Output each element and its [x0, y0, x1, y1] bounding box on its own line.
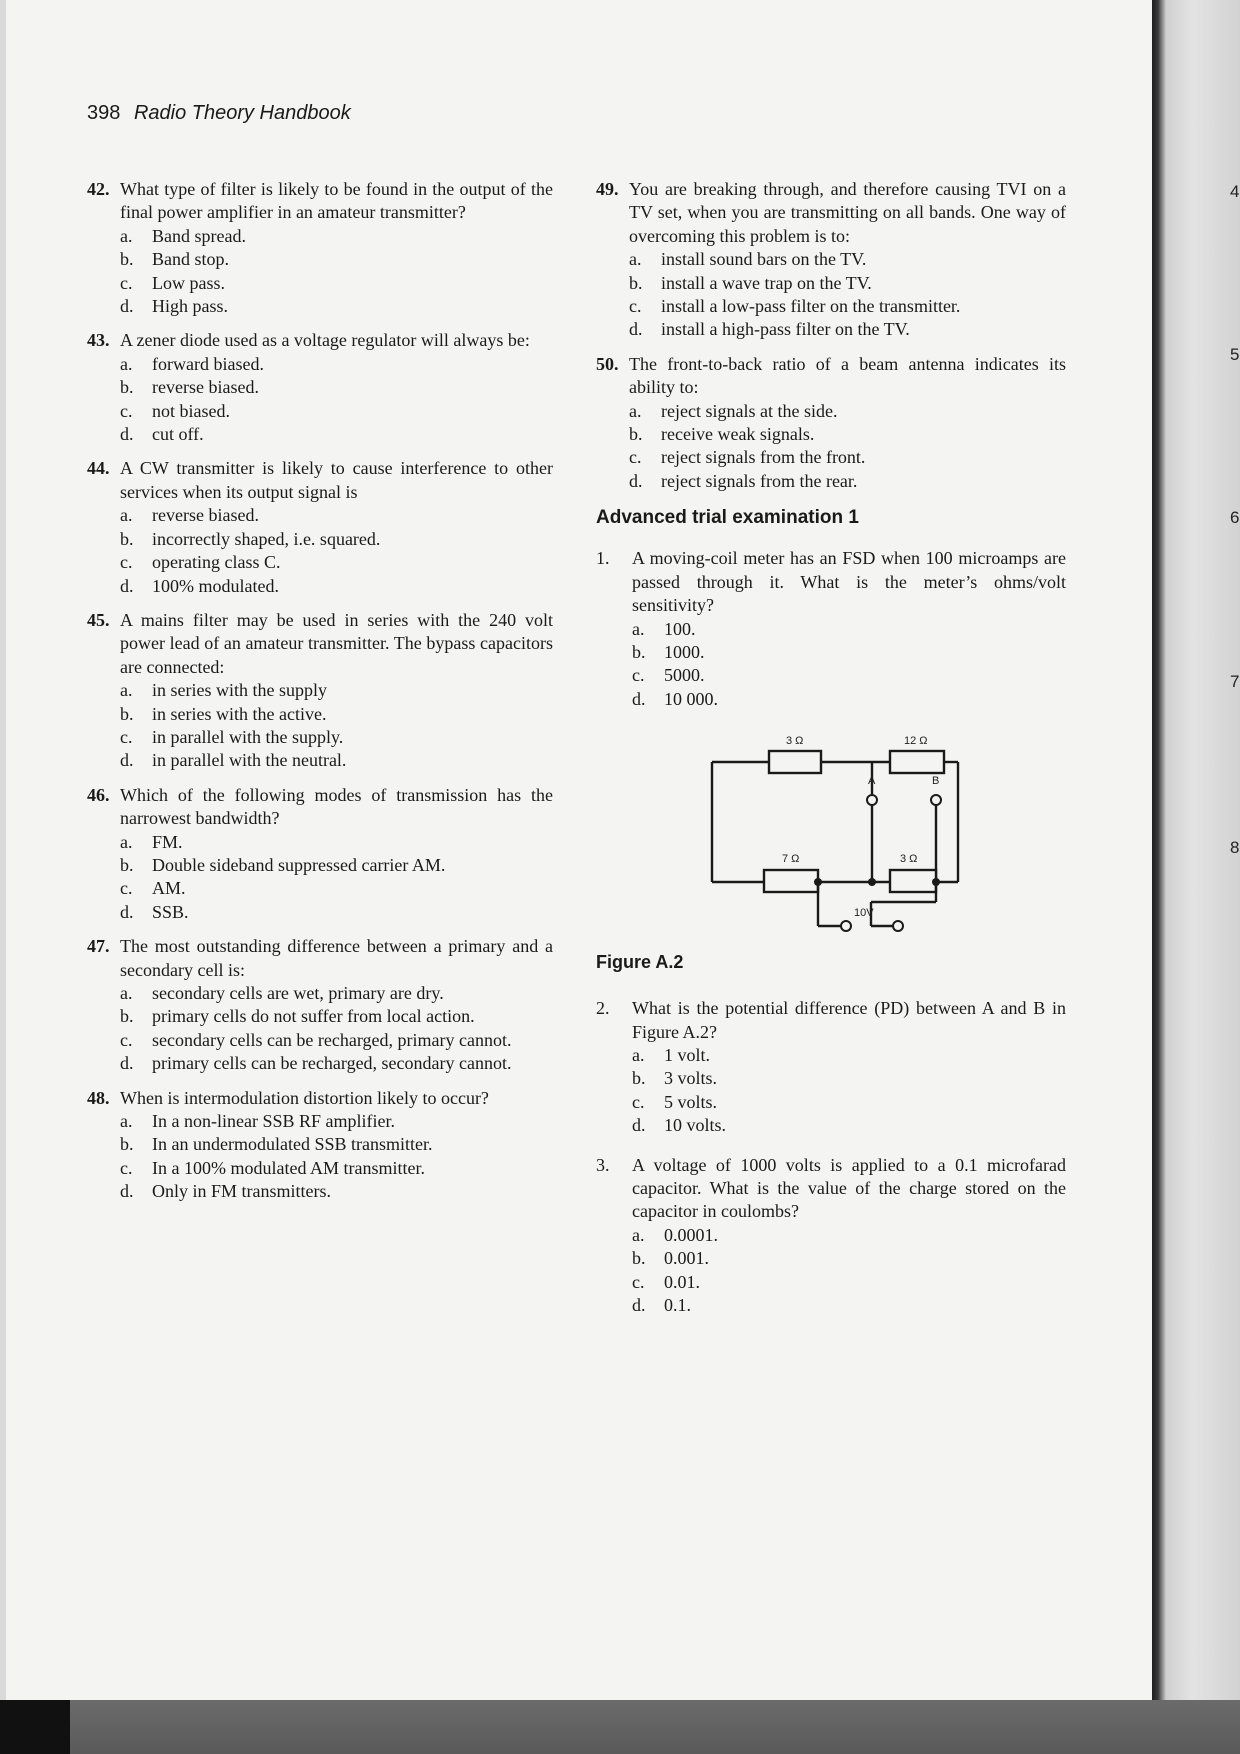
option-text: High pass. — [152, 296, 228, 317]
option-letter: d. — [629, 470, 643, 491]
option-letter: c. — [120, 552, 133, 573]
option-letter: a. — [120, 983, 133, 1003]
option-text: 100. — [664, 618, 696, 639]
option-text: Low pass. — [152, 272, 225, 293]
option-text: reverse biased. — [152, 505, 259, 526]
option-letter: c. — [629, 296, 642, 317]
exam-question-3 — [596, 1154, 1066, 1318]
option — [120, 248, 553, 271]
label-3-ohm-top: 3 Ω — [786, 735, 804, 748]
option — [632, 664, 1066, 687]
option-text: 1 volt. — [664, 1044, 711, 1065]
option-letter: c. — [632, 1091, 645, 1112]
option-letter: d. — [120, 901, 134, 922]
question-number: 44. — [87, 458, 110, 479]
option — [632, 1091, 1066, 1114]
question-50 — [596, 353, 1066, 493]
option-list — [87, 982, 553, 1076]
question-45 — [87, 609, 553, 773]
option-letter: b. — [120, 377, 134, 398]
option-text: 1000. — [664, 641, 705, 662]
option — [632, 1294, 1066, 1317]
option-list — [596, 1224, 1066, 1318]
supply-terminal-negative — [841, 921, 851, 931]
option — [629, 470, 1066, 493]
option — [120, 400, 553, 423]
question-49 — [596, 178, 1066, 342]
label-a: A — [868, 775, 876, 788]
question-number: 2. — [596, 998, 610, 1019]
option — [120, 749, 553, 772]
option — [629, 400, 1066, 423]
question-text: The most outstanding difference between a primary and a secondary cell is: — [120, 936, 553, 980]
figure-caption: Figure A.2 — [596, 952, 684, 973]
question-43 — [87, 329, 553, 446]
option-letter: b. — [629, 272, 643, 293]
exam-question-2 — [596, 997, 1066, 1137]
option-letter: b. — [632, 641, 646, 662]
option-letter: b. — [120, 1006, 134, 1027]
adjacent-page-number: 8 — [1230, 838, 1240, 857]
option — [120, 901, 553, 924]
left-column — [87, 178, 553, 1215]
option-text: in parallel with the neutral. — [152, 750, 347, 771]
option-list — [87, 504, 553, 598]
option-letter: d. — [120, 1181, 134, 1202]
option — [632, 1224, 1066, 1247]
option — [629, 423, 1066, 446]
option-text: FM. — [152, 831, 183, 852]
option-letter: b. — [120, 249, 134, 270]
option-text: secondary cells can be recharged, primary cannot. — [152, 1029, 512, 1050]
circuit-diagram — [706, 722, 976, 950]
option-letter: b. — [120, 854, 134, 875]
option-text: receive weak signals. — [661, 424, 815, 445]
question-number: 42. — [87, 179, 110, 199]
option-list — [87, 225, 553, 319]
option — [120, 703, 553, 726]
label-b: B — [932, 775, 940, 788]
option — [629, 318, 1066, 341]
label-10v: 10V — [854, 907, 874, 920]
option — [120, 423, 553, 446]
option-letter: d. — [120, 575, 134, 596]
option-text: reverse biased. — [152, 377, 259, 398]
option-text: 10 volts. — [664, 1115, 727, 1136]
option — [120, 726, 553, 749]
option-text: 0.001. — [664, 1248, 709, 1269]
question-number: 47. — [87, 936, 110, 957]
option-text: incorrectly shaped, i.e. squared. — [152, 528, 381, 549]
option-text: operating class C. — [152, 552, 281, 573]
question-text: A mains filter may be used in series with the 240 volt power lead of an amateur transmitter. The bypass capacitors are connected: — [120, 609, 553, 677]
option-text: reject signals at the side. — [661, 400, 838, 421]
option-list — [87, 353, 553, 447]
option-text: In a non-linear SSB RF amplifier. — [152, 1111, 395, 1132]
question-text: A voltage of 1000 volts is applied to a 0.1 microfarad capacitor. What is the value of the charge stored on the capacitor in coulombs? — [632, 1154, 1066, 1222]
option — [632, 1247, 1066, 1270]
adjacent-page-number: 4 — [1230, 182, 1240, 201]
option-letter: b. — [632, 1248, 646, 1269]
option — [120, 1180, 553, 1203]
option-letter: c. — [120, 726, 133, 747]
question-text: A moving-coil meter has an FSD when 100 microamps are passed through it. What is the meter’s ohms/volt sensitivity? — [632, 548, 1066, 616]
label-12-ohm: 12 Ω — [904, 735, 928, 748]
option-text: in series with the active. — [152, 703, 327, 724]
option-text: 0.0001. — [664, 1224, 718, 1245]
option-letter: d. — [632, 688, 646, 709]
option — [120, 272, 553, 295]
option-text: install a high-pass filter on the TV. — [661, 319, 910, 340]
option — [120, 854, 553, 877]
option — [629, 272, 1066, 295]
option-letter: d. — [632, 1115, 646, 1136]
question-number: 48. — [87, 1087, 110, 1108]
option-letter: a. — [120, 680, 133, 701]
option-text: 100% modulated. — [152, 575, 279, 596]
option-letter: a. — [632, 1044, 645, 1065]
page-number: 398 — [87, 102, 121, 124]
option-letter: a. — [120, 505, 133, 526]
option — [632, 688, 1066, 711]
question-text: Which of the following modes of transmission has the narrowest bandwidth? — [120, 784, 553, 829]
junction-dot — [814, 878, 822, 886]
option-text: reject signals from the rear. — [661, 470, 858, 491]
option-text: in series with the supply — [152, 680, 327, 701]
option-text: 3 volts. — [664, 1068, 718, 1089]
question-number: 46. — [87, 784, 110, 805]
option-letter: a. — [629, 400, 642, 421]
option-letter: c. — [120, 1029, 133, 1050]
option-letter: a. — [120, 225, 133, 246]
option — [120, 528, 553, 551]
resistor-12-ohm — [890, 751, 944, 773]
option-text: secondary cells are wet, primary are dry. — [152, 983, 444, 1003]
option-letter: b. — [120, 703, 134, 724]
question-number: 45. — [87, 609, 110, 630]
option-list — [87, 1110, 553, 1204]
label-7-ohm: 7 Ω — [782, 853, 800, 866]
question-46 — [87, 784, 553, 924]
option-letter: a. — [120, 1111, 133, 1132]
exam-question-1 — [596, 547, 1066, 711]
option-text: in parallel with the supply. — [152, 726, 344, 747]
option — [629, 446, 1066, 469]
question-text: A CW transmitter is likely to cause interference to other services when its output signal is — [120, 458, 553, 502]
option-text: install sound bars on the TV. — [661, 249, 867, 270]
option-text: not biased. — [152, 400, 230, 421]
right-column — [596, 178, 1066, 1328]
option — [120, 1029, 553, 1052]
option-letter: d. — [120, 296, 134, 317]
option — [120, 679, 553, 702]
option-letter: b. — [120, 528, 134, 549]
scanner-bottom-band — [0, 1700, 1240, 1754]
option-letter: c. — [120, 1157, 133, 1178]
option-letter: a. — [629, 249, 642, 270]
resistor-7-ohm — [764, 870, 818, 892]
option-text: primary cells can be recharged, secondary cannot. — [152, 1053, 512, 1074]
option-text: 5000. — [664, 665, 705, 686]
option-letter: c. — [120, 272, 133, 293]
question-47 — [87, 935, 553, 1075]
option-text: Double sideband suppressed carrier AM. — [152, 854, 446, 875]
adjacent-page-number: 6 — [1230, 508, 1240, 527]
option-text: primary cells do not suffer from local action. — [152, 1006, 475, 1027]
option — [120, 877, 553, 900]
option — [120, 295, 553, 318]
option-letter: c. — [120, 400, 133, 421]
option-list — [596, 400, 1066, 494]
option-text: AM. — [152, 878, 186, 899]
question-text: When is intermodulation distortion likely to occur? — [120, 1087, 489, 1108]
option-letter: b. — [120, 1134, 134, 1155]
junction-dot — [868, 878, 876, 886]
page-header — [87, 102, 351, 125]
option — [120, 1157, 553, 1180]
option-text: cut off. — [152, 424, 204, 445]
option — [120, 1133, 553, 1156]
option-text: 0.1. — [664, 1295, 691, 1315]
option — [120, 551, 553, 574]
option — [632, 618, 1066, 641]
question-48 — [87, 1087, 553, 1204]
question-number: 43. — [87, 330, 110, 351]
option-letter: d. — [120, 1053, 134, 1074]
option — [629, 295, 1066, 318]
option — [632, 1044, 1066, 1067]
question-text: A zener diode used as a voltage regulator will always be: — [120, 330, 530, 351]
option-text: install a wave trap on the TV. — [661, 272, 872, 293]
option-text: 5 volts. — [664, 1091, 718, 1112]
circuit-figure — [596, 722, 1066, 950]
option-letter: a. — [120, 831, 133, 852]
option — [120, 1052, 553, 1075]
option-letter: d. — [632, 1295, 646, 1315]
section-heading: Advanced trial examination 1 — [596, 507, 859, 529]
terminal-a — [867, 795, 877, 805]
option-letter: b. — [632, 1068, 646, 1089]
option-letter: b. — [629, 424, 643, 445]
option — [120, 353, 553, 376]
option — [120, 575, 553, 598]
resistor-3-ohm-top — [769, 751, 821, 773]
option — [632, 1271, 1066, 1294]
option-letter: a. — [632, 618, 645, 639]
option — [120, 1005, 553, 1028]
question-text: The front-to-back ratio of a beam antenna indicates its ability to: — [629, 353, 1066, 398]
question-text: What type of filter is likely to be found in the output of the final power amplifier in an amateur transmitter? — [120, 179, 553, 223]
supply-terminal-positive — [893, 921, 903, 931]
question-text: You are breaking through, and therefore causing TVI on a TV set, when you are transmitting on all bands. One way of overcoming this problem is to: — [629, 179, 1066, 246]
option-list — [596, 248, 1066, 342]
option-text: install a low-pass filter on the transmitter. — [661, 296, 961, 317]
option-letter: c. — [632, 1271, 645, 1292]
adjacent-page-number: 7 — [1230, 672, 1240, 691]
question-number: 3. — [596, 1154, 610, 1175]
option-text: In an undermodulated SSB transmitter. — [152, 1134, 433, 1155]
option-text: Band spread. — [152, 225, 246, 246]
option — [120, 504, 553, 527]
option-list — [596, 618, 1066, 712]
scanner-corner-shadow — [0, 1700, 70, 1754]
option-text: In a 100% modulated AM transmitter. — [152, 1157, 425, 1178]
option-letter: d. — [629, 319, 643, 340]
option — [120, 982, 553, 1005]
option — [120, 831, 553, 854]
option-letter: d. — [120, 750, 134, 771]
option — [632, 641, 1066, 664]
option-list — [87, 831, 553, 925]
option-text: Band stop. — [152, 249, 230, 270]
option-text: SSB. — [152, 901, 189, 922]
book-title: Radio Theory Handbook — [133, 102, 351, 124]
option-letter: c. — [632, 665, 645, 686]
adjacent-page-edge — [1152, 0, 1240, 1700]
question-number: 1. — [596, 548, 610, 569]
question-42 — [87, 178, 553, 318]
junction-dot — [932, 878, 940, 886]
option-letter: a. — [120, 353, 133, 374]
option — [120, 376, 553, 399]
adjacent-page-number: 5 — [1230, 345, 1240, 364]
question-44 — [87, 457, 553, 597]
option — [632, 1067, 1066, 1090]
terminal-b — [931, 795, 941, 805]
question-text: What is the potential difference (PD) between A and B in Figure A.2? — [632, 998, 1066, 1042]
question-number: 50. — [596, 353, 619, 374]
option-letter: c. — [629, 447, 642, 468]
option-letter: a. — [632, 1224, 645, 1245]
option-text: Only in FM transmitters. — [152, 1181, 331, 1202]
option-text: 10 000. — [664, 688, 718, 709]
option-list — [596, 1044, 1066, 1138]
resistor-3-ohm-bottom — [890, 870, 936, 892]
option — [120, 1110, 553, 1133]
option-text: 0.01. — [664, 1271, 700, 1292]
option-list — [87, 679, 553, 773]
option — [629, 248, 1066, 271]
option — [120, 225, 553, 248]
option-text: forward biased. — [152, 353, 264, 374]
option-letter: d. — [120, 424, 134, 445]
option-letter: c. — [120, 878, 133, 899]
option — [632, 1114, 1066, 1137]
option-text: reject signals from the front. — [661, 447, 866, 468]
question-number: 49. — [596, 179, 619, 199]
label-3-ohm-bottom: 3 Ω — [900, 853, 918, 866]
